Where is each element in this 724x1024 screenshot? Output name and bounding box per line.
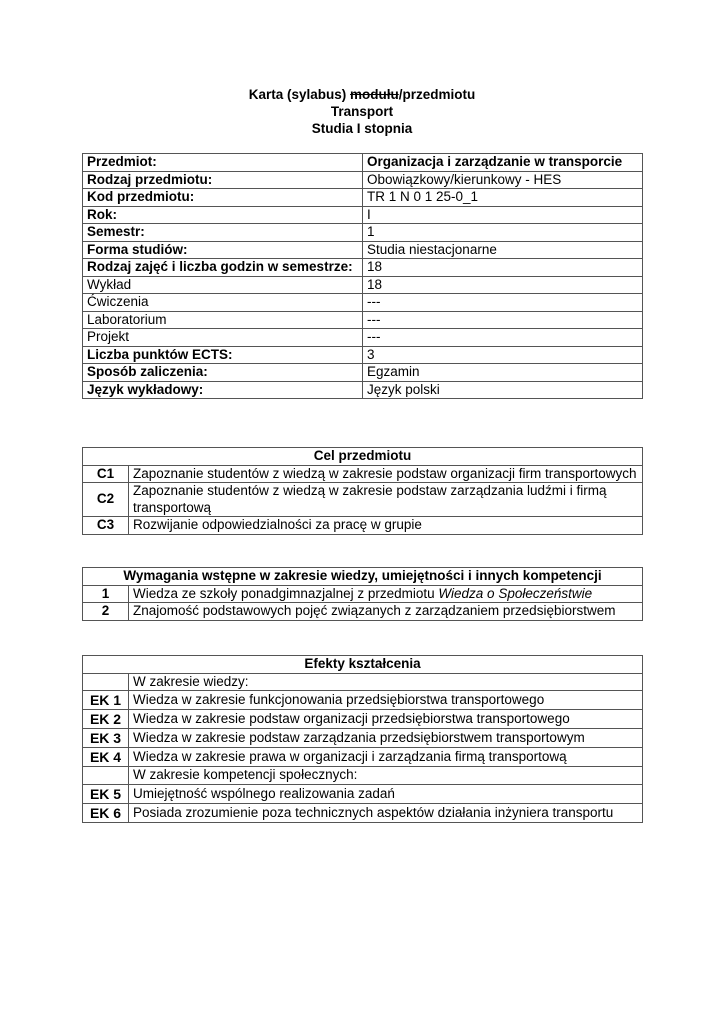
table-header-row xyxy=(83,568,643,586)
table-row xyxy=(83,729,643,748)
table-row xyxy=(83,381,643,399)
info-value: 1 xyxy=(363,224,643,242)
outcome-text: Wiedza w zakresie funkcjonowania przedsiębiorstwa transportowego xyxy=(129,691,643,710)
subsection-header: W zakresie wiedzy: xyxy=(129,673,643,691)
prerequisites-table xyxy=(82,567,643,621)
table-row xyxy=(83,784,643,803)
table-row xyxy=(83,311,643,329)
table-row xyxy=(83,364,643,382)
prereq-text: Wiedza ze szkoły ponadgimnazjalnej z przedmiotu Wiedza o Społeczeństwie xyxy=(129,585,643,603)
section-title: Efekty kształcenia xyxy=(83,656,643,674)
table-row xyxy=(83,748,643,767)
outcome-text: Umiejętność wspólnego realizowania zadań xyxy=(129,784,643,803)
section-title: Wymagania wstępne w zakresie wiedzy, umiejętności i innych kompetencji xyxy=(83,568,643,586)
table-row xyxy=(83,767,643,785)
info-value: Egzamin xyxy=(363,364,643,382)
table-row xyxy=(83,803,643,822)
table-row xyxy=(83,346,643,364)
outcome-code: EK 3 xyxy=(83,729,129,748)
goal-text: Rozwijanie odpowiedzialności za pracę w grupie xyxy=(129,517,643,535)
struck-word: modułu xyxy=(350,87,399,102)
table-row xyxy=(83,189,643,207)
outcome-text: Wiedza w zakresie podstaw organizacji przedsiębiorstwa transportowego xyxy=(129,710,643,729)
empty-cell xyxy=(83,767,129,785)
goal-code: C1 xyxy=(83,465,129,483)
section-title: Cel przedmiotu xyxy=(83,448,643,466)
prereq-code: 2 xyxy=(83,603,129,621)
info-label: Język wykładowy: xyxy=(83,381,363,399)
info-value: I xyxy=(363,206,643,224)
empty-cell xyxy=(83,673,129,691)
info-value: --- xyxy=(363,294,643,312)
table-row xyxy=(83,691,643,710)
info-label: Ćwiczenia xyxy=(83,294,363,312)
table-row xyxy=(83,276,643,294)
outcome-text: Wiedza w zakresie prawa w organizacji i zarządzania firmą transportową xyxy=(129,748,643,767)
document-header xyxy=(82,86,642,137)
header-level: Studia I stopnia xyxy=(311,121,413,136)
table-header-row xyxy=(83,448,643,466)
outcome-code: EK 6 xyxy=(83,803,129,822)
outcome-code: EK 5 xyxy=(83,784,129,803)
info-label: Laboratorium xyxy=(83,311,363,329)
course-info-table xyxy=(82,153,643,399)
info-label: Projekt xyxy=(83,329,363,347)
info-value: 18 xyxy=(363,276,643,294)
table-row xyxy=(83,154,643,172)
prereq-text: Znajomość podstawowych pojęć związanych z zarządzaniem przedsiębiorstwem xyxy=(129,603,643,621)
table-row xyxy=(83,585,643,603)
info-label: Rodzaj zajęć i liczba godzin w semestrze: xyxy=(83,259,363,277)
outcome-text: Posiada zrozumienie poza technicznych aspektów działania inżyniera transportu xyxy=(129,803,643,822)
info-value: 18 xyxy=(363,259,643,277)
info-label: Sposób zaliczenia: xyxy=(83,364,363,382)
info-label: Wykład xyxy=(83,276,363,294)
table-row xyxy=(83,483,643,517)
info-label: Rodzaj przedmiotu: xyxy=(83,171,363,189)
info-label: Liczba punktów ECTS: xyxy=(83,346,363,364)
info-value: Studia niestacjonarne xyxy=(363,241,643,259)
info-value: Język polski xyxy=(363,381,643,399)
table-row xyxy=(83,171,643,189)
subject-name: Wiedza o Społeczeństwie xyxy=(438,585,593,601)
info-value: --- xyxy=(363,311,643,329)
info-value: TR 1 N 0 1 25-0_1 xyxy=(363,189,643,207)
table-row xyxy=(83,329,643,347)
course-goals-table xyxy=(82,447,643,535)
info-label: Rok: xyxy=(83,206,363,224)
outcome-code: EK 1 xyxy=(83,691,129,710)
goal-code: C3 xyxy=(83,517,129,535)
outcome-code: EK 2 xyxy=(83,710,129,729)
outcome-code: EK 4 xyxy=(83,748,129,767)
prereq-code: 1 xyxy=(83,585,129,603)
table-row xyxy=(83,224,643,242)
table-row xyxy=(83,673,643,691)
table-row xyxy=(83,241,643,259)
table-row xyxy=(83,465,643,483)
goal-text: Zapoznanie studentów z wiedzą w zakresie podstaw organizacji firm transportowych xyxy=(129,465,643,483)
info-label: Przedmiot: xyxy=(83,154,363,172)
goal-text: Zapoznanie studentów z wiedzą w zakresie podstaw zarządzania ludźmi i firmą transportową xyxy=(129,483,643,517)
learning-outcomes-table xyxy=(82,655,643,823)
info-value: Organizacja i zarządzanie w transporcie xyxy=(363,154,643,172)
table-row xyxy=(83,294,643,312)
table-row xyxy=(83,517,643,535)
info-value: --- xyxy=(363,329,643,347)
table-row xyxy=(83,603,643,621)
outcome-text: Wiedza w zakresie podstaw zarządzania przedsiębiorstwem transportowym xyxy=(129,729,643,748)
info-label: Forma studiów: xyxy=(83,241,363,259)
info-label: Kod przedmiotu: xyxy=(83,189,363,207)
info-value: 3 xyxy=(363,346,643,364)
table-header-row xyxy=(83,656,643,674)
table-row xyxy=(83,710,643,729)
info-label: Semestr: xyxy=(83,224,363,242)
header-field: Transport xyxy=(330,104,394,119)
header-title: Karta (sylabus) modułu/przedmiotu xyxy=(248,87,476,102)
info-value: Obowiązkowy/kierunkowy - HES xyxy=(363,171,643,189)
subsection-header: W zakresie kompetencji społecznych: xyxy=(129,767,643,785)
table-row xyxy=(83,259,643,277)
goal-code: C2 xyxy=(83,483,129,517)
table-row xyxy=(83,206,643,224)
